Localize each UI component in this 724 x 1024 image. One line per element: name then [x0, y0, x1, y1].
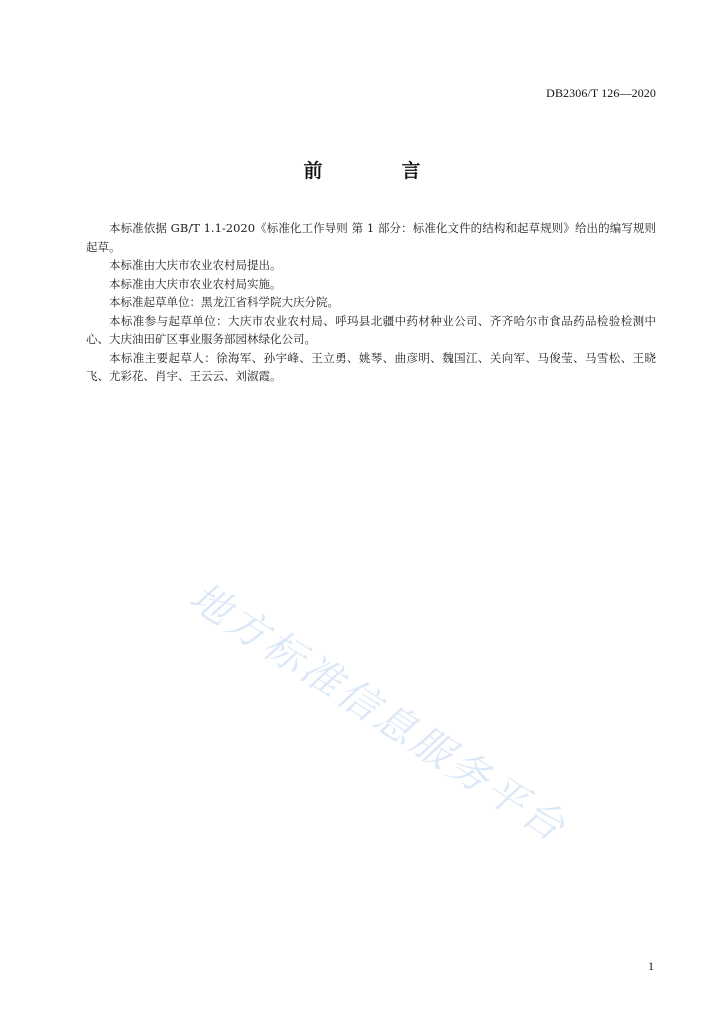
foreword-body [86, 219, 656, 386]
paragraph-implementer: 本标准由大庆市农业农村局实施。 [109, 276, 282, 291]
paragraph-proposer: 本标准由大庆市农业农村局提出。 [109, 258, 282, 272]
paragraph-participating-units: 本标准参与起草单位：大庆市农业农村局、呼玛县北疆中药材种业公司、齐齐哈尔市食品药品检验检测中心、大庆油田矿区事业服务部园林绿化公司。 [86, 313, 656, 346]
paragraph-drafting-unit: 本标准起草单位：黑龙江省科学院大庆分院。 [109, 295, 339, 309]
page-title: 前 言 [303, 160, 451, 182]
watermark: 地方标准信息服务平台 [181, 573, 576, 853]
page-number: 1 [648, 959, 654, 973]
document-code: DB2306/T 126—2020 [546, 86, 656, 100]
paragraph-main-drafters: 本标准主要起草人：徐海军、孙宇峰、王立勇、姚琴、曲彦明、魏国江、关向军、马俊莹、马雪松、王晓飞、尤彩花、肖宇、王云云、刘淑霞。 [86, 350, 656, 383]
paragraph-drafting-rules: 本标准依据 GB/T 1.1-2020《标准化工作导则 第 1 部分：标准化文件的结构和起草规则》给出的编写规则起草。 [86, 221, 656, 254]
